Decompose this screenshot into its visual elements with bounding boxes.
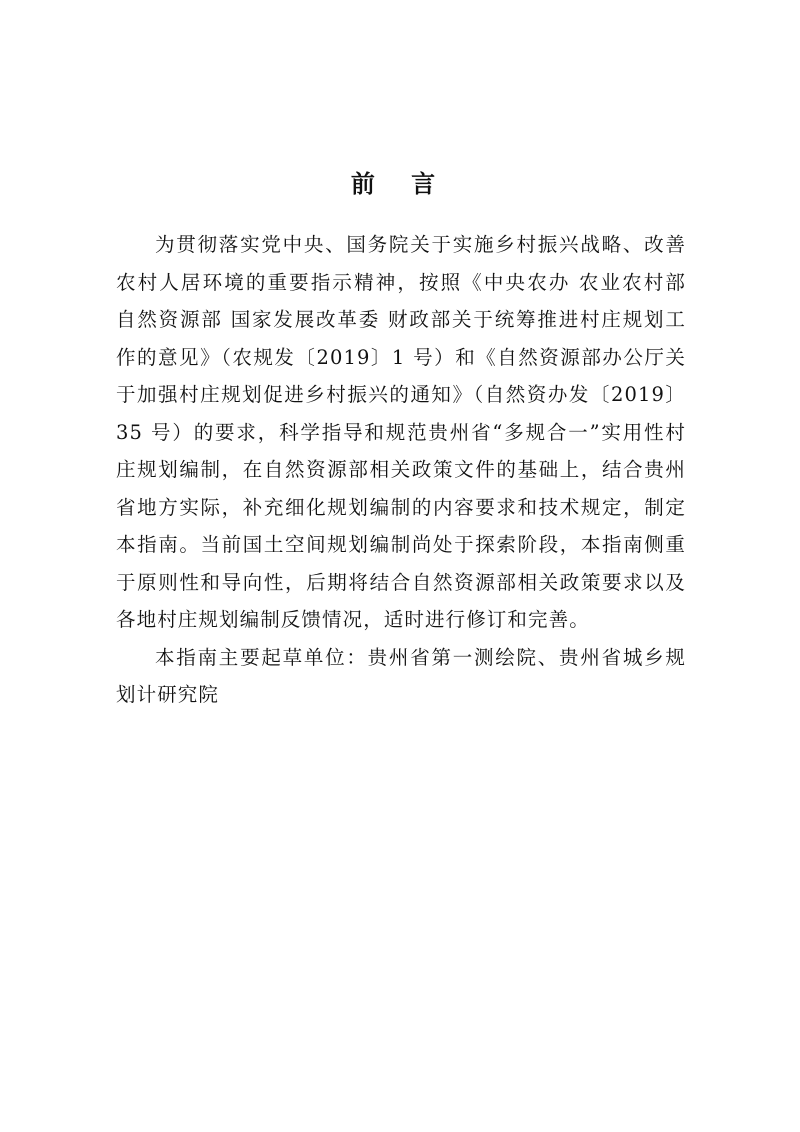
paragraph-preface: 为贯彻落实党中央、国务院关于实施乡村振兴战略、改善农村人居环境的重要指示精神，按照《中央农办 农业农村部 自然资源部 国家发展改革委 财政部关于统筹推进村庄规划工作的意见》（农规发〔2019〕1 号）和《自然资源部办公厅关于加强村庄规划促进乡村振兴的通知》（自然资办发〔2019〕35 号）的要求，科学指导和规范贵州省“多规合一”实用性村庄规划编制，在自然资源部相关政策文件的基础上，结合贵州省地方实际，补充细化规划编制的内容要求和技术规定，制定本指南。当前国土空间规划编制尚处于探索阶段，本指南侧重于原则性和导向性，后期将结合自然资源部相关政策要求以及各地村庄规划编制反馈情况，适时进行修订和完善。: [116, 233, 686, 631]
body-text: [116, 226, 686, 714]
paragraph-drafting-units: 本指南主要起草单位：贵州省第一测绘院、贵州省城乡规划计研究院: [116, 645, 686, 706]
page-title: 前 言: [350, 169, 450, 198]
